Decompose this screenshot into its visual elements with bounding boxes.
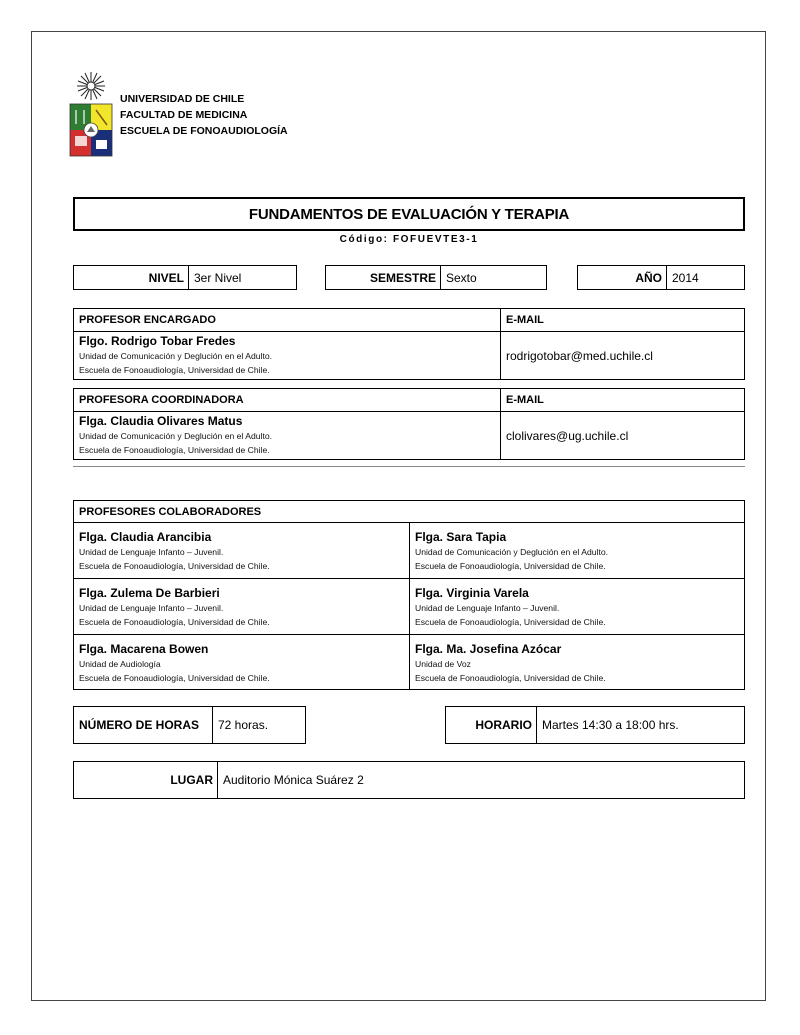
institution-faculty: FACULTAD DE MEDICINA [120, 109, 248, 121]
colaborador-name: Flga. Macarena Bowen [79, 642, 209, 656]
course-title-box [73, 197, 745, 231]
profesora-coordinadora-header: PROFESORA COORDINADORA [74, 389, 501, 411]
horas-box [73, 706, 306, 744]
horario-box [445, 706, 745, 744]
colaborador-cell [74, 523, 410, 578]
profesor-encargado-header: PROFESOR ENCARGADO [74, 309, 501, 331]
university-crest-icon [68, 70, 114, 158]
institution-university: UNIVERSIDAD DE CHILE [120, 93, 245, 105]
colaboradores-row [74, 578, 744, 634]
colaborador-unit: Unidad de Lenguaje Infanto – Juvenil. [79, 547, 224, 557]
profesora-coordinadora-table [73, 388, 745, 460]
section-divider [73, 466, 745, 467]
profesor-encargado-name: Flgo. Rodrigo Tobar Fredes [79, 334, 236, 348]
profesor-encargado-email[interactable]: rodrigotobar@med.uchile.cl [506, 349, 653, 363]
colaboradores-row [74, 522, 744, 578]
colaboradores-row [74, 634, 744, 690]
colaboradores-header: PROFESORES COLABORADORES [79, 505, 262, 518]
course-code: Código: FOFUEVTE3-1 [339, 234, 479, 245]
anio-box [577, 265, 745, 290]
colaborador-name: Flga. Zulema De Barbieri [79, 586, 220, 600]
nivel-label: NIVEL [74, 266, 189, 289]
colaborador-unit: Unidad de Lenguaje Infanto – Juvenil. [415, 603, 560, 613]
email-header: E-MAIL [506, 314, 544, 326]
semestre-box [325, 265, 547, 290]
colaborador-unit: Unidad de Voz [415, 659, 471, 669]
profesora-coordinadora-unit: Unidad de Comunicación y Deglución en el Adulto. [79, 431, 273, 441]
colaborador-name: Flga. Claudia Arancibia [79, 530, 212, 544]
horario-value: Martes 14:30 a 18:00 hrs. [542, 718, 679, 732]
horario-label: HORARIO [446, 707, 537, 743]
institution-school: ESCUELA DE FONOAUDIOLOGÍA [120, 125, 288, 137]
lugar-value: Auditorio Mónica Suárez 2 [223, 773, 364, 787]
colaborador-school: Escuela de Fonoaudiología, Universidad de Chile. [415, 561, 606, 571]
anio-value: 2014 [672, 270, 699, 285]
colaborador-name: Flga. Ma. Josefina Azócar [415, 642, 562, 656]
anio-label: AÑO [578, 266, 667, 289]
nivel-box [73, 265, 297, 290]
horas-label: NÚMERO DE HORAS [74, 707, 213, 743]
colaborador-cell [410, 579, 744, 634]
profesor-encargado-school: Escuela de Fonoaudiología, Universidad de Chile. [79, 365, 270, 375]
colaborador-name: Flga. Sara Tapia [415, 530, 507, 544]
colaborador-cell [410, 523, 744, 578]
horas-value: 72 horas. [218, 718, 269, 732]
colaborador-cell [410, 635, 744, 690]
colaborador-unit: Unidad de Comunicación y Deglución en el Adulto. [415, 547, 609, 557]
profesora-coordinadora-email[interactable]: clolivares@ug.uchile.cl [506, 429, 629, 443]
colaborador-school: Escuela de Fonoaudiología, Universidad de Chile. [415, 673, 606, 683]
colaborador-school: Escuela de Fonoaudiología, Universidad de Chile. [415, 617, 606, 627]
colaborador-cell [74, 635, 410, 690]
colaborador-school: Escuela de Fonoaudiología, Universidad de Chile. [79, 617, 270, 627]
lugar-label: LUGAR [74, 762, 218, 798]
colaborador-school: Escuela de Fonoaudiología, Universidad de Chile. [79, 673, 270, 683]
email-header: E-MAIL [506, 394, 544, 406]
semestre-label: SEMESTRE [326, 266, 441, 289]
profesores-colaboradores-table [73, 500, 745, 690]
profesor-encargado-unit: Unidad de Comunicación y Deglución en el Adulto. [79, 351, 273, 361]
profesora-coordinadora-school: Escuela de Fonoaudiología, Universidad de Chile. [79, 445, 270, 455]
colaborador-name: Flga. Virginia Varela [415, 586, 529, 600]
colaborador-cell [74, 579, 410, 634]
nivel-value: 3er Nivel [194, 270, 242, 285]
colaborador-unit: Unidad de Audiología [79, 659, 161, 669]
profesora-coordinadora-name: Flga. Claudia Olivares Matus [79, 414, 243, 428]
lugar-box [73, 761, 745, 799]
profesor-encargado-table [73, 308, 745, 380]
colaborador-school: Escuela de Fonoaudiología, Universidad de Chile. [79, 561, 270, 571]
course-title: FUNDAMENTOS DE EVALUACIÓN Y TERAPIA [248, 205, 570, 223]
institution-header [120, 91, 288, 139]
semestre-value: Sexto [446, 270, 477, 285]
colaborador-unit: Unidad de Lenguaje Infanto – Juvenil. [79, 603, 224, 613]
